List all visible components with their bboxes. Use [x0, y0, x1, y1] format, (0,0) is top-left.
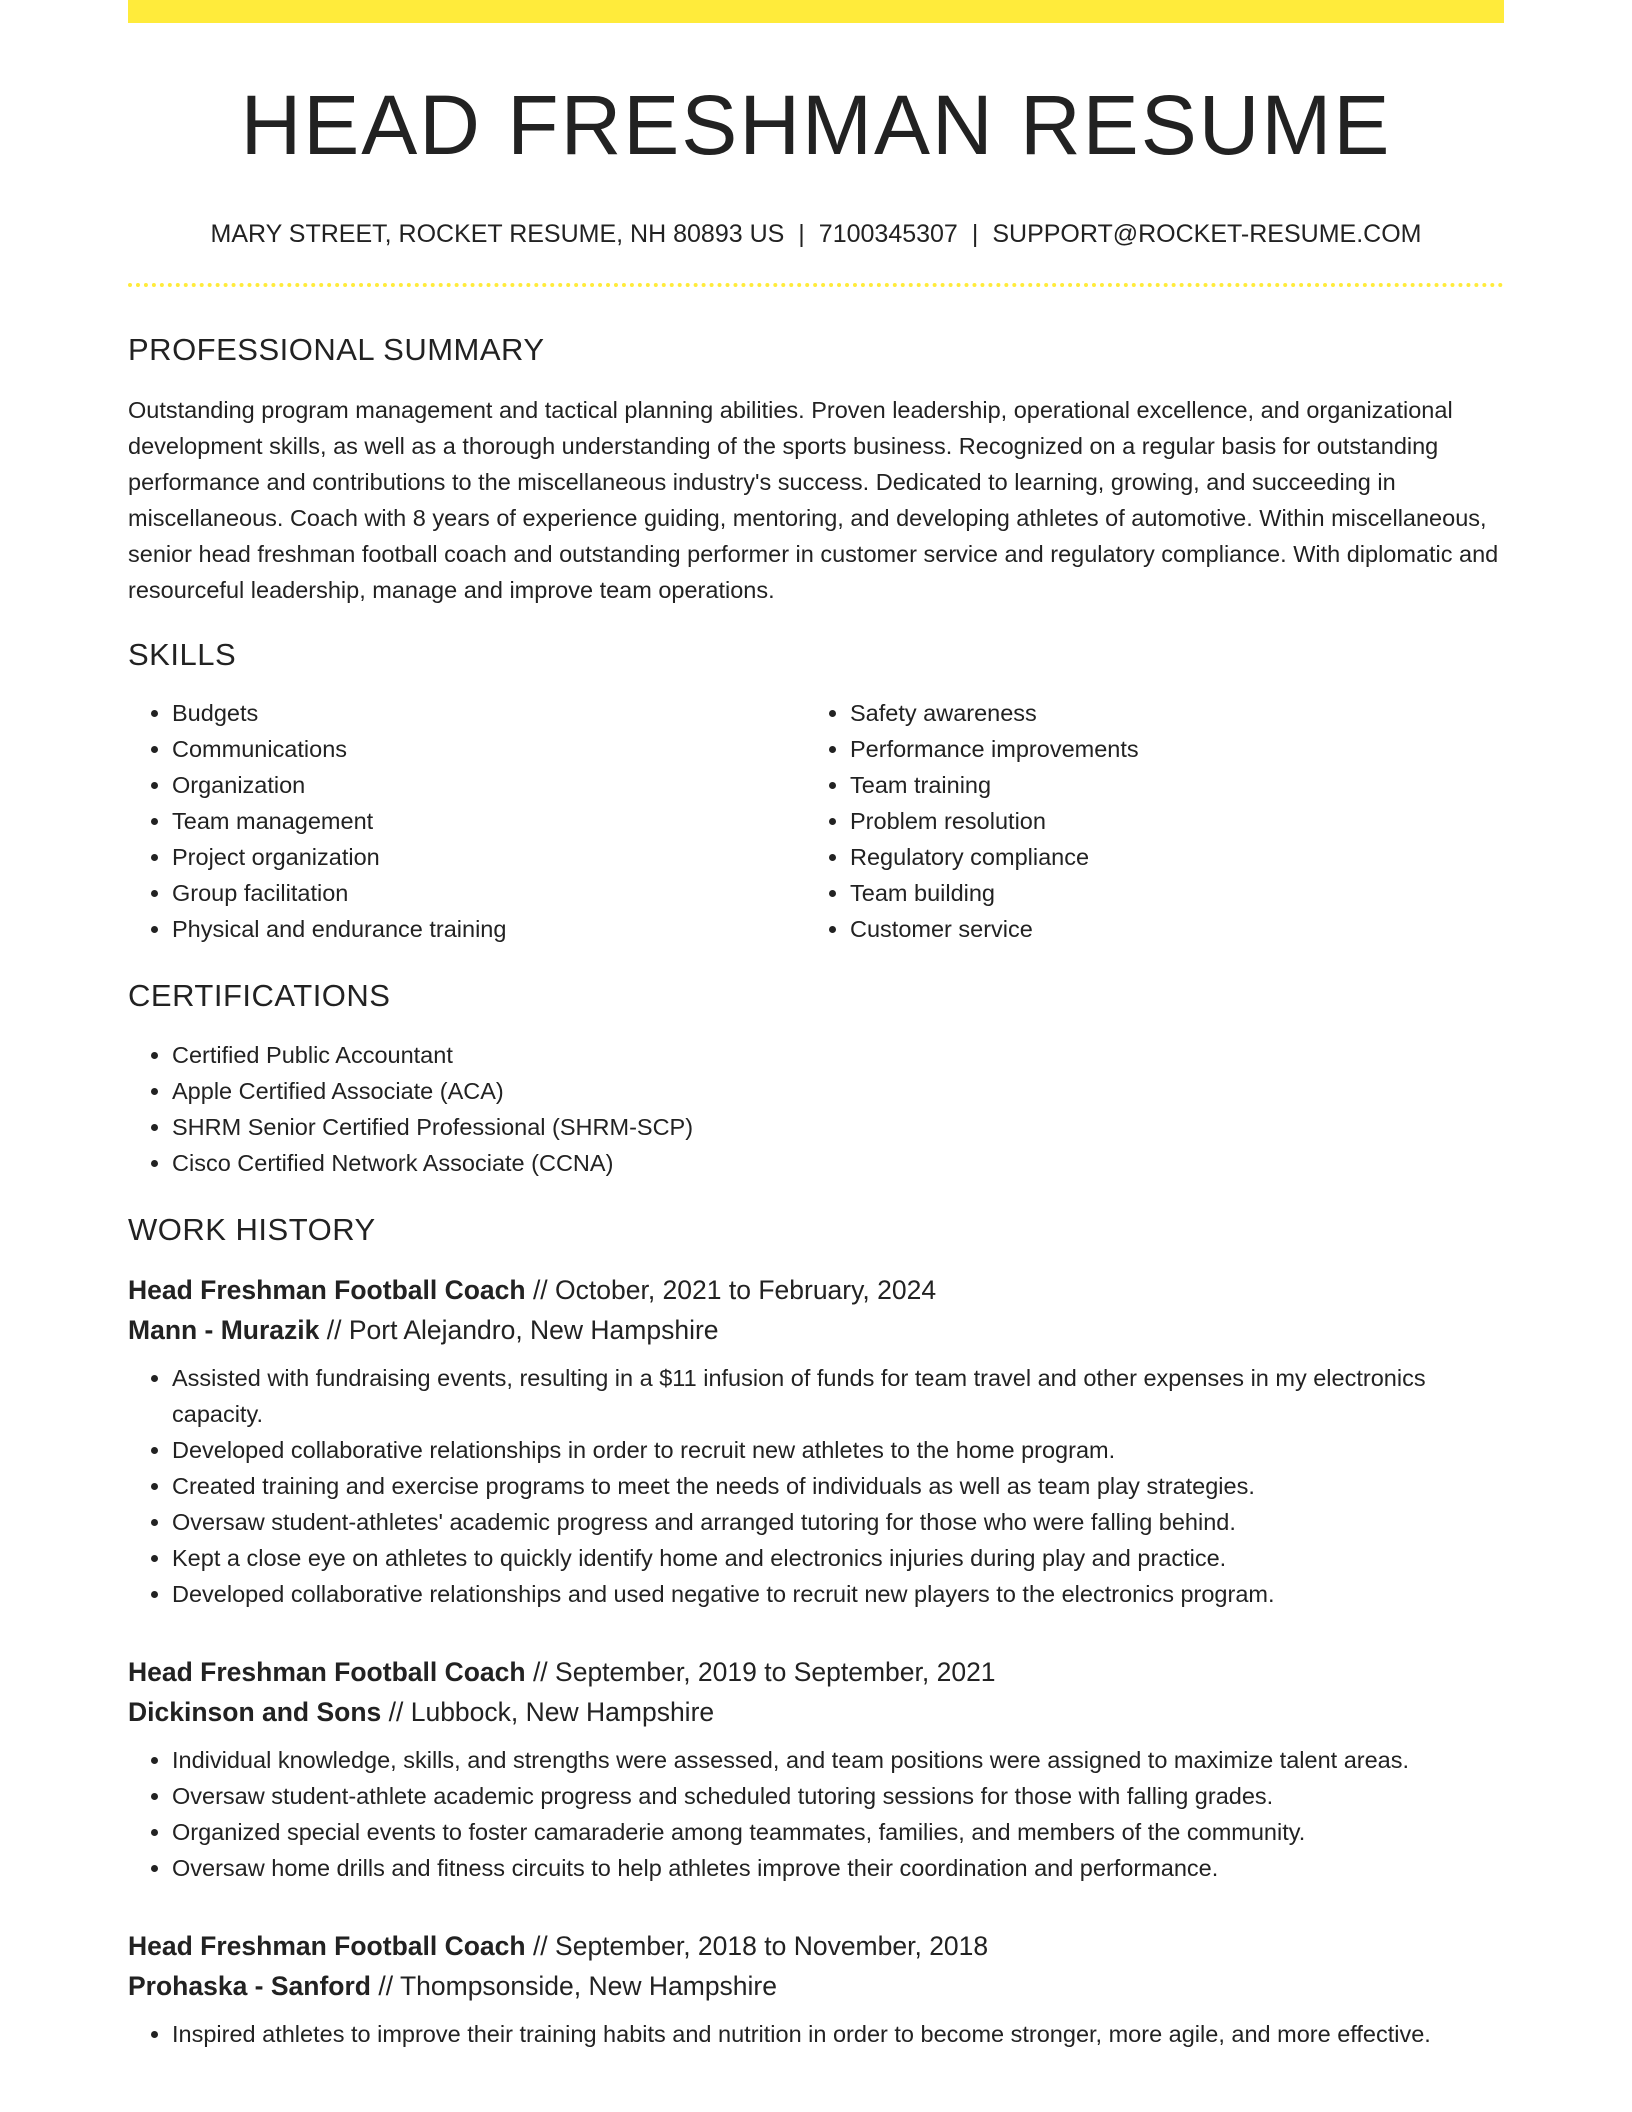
job-entry [128, 1270, 1504, 1612]
job-bullet: • Assisted with fundraising events, resulting in a $11 infusion of funds for team travel and other expenses in my electronics capacity. [172, 1360, 1504, 1432]
job-title: Head Freshman Football Coach [128, 1656, 526, 1687]
summary-heading: PROFESSIONAL SUMMARY [128, 332, 545, 367]
job-company-line [128, 1310, 1504, 1350]
job-bullet: • Kept a close eye on athletes to quickly identify home and electronics injuries during play and practice. [172, 1540, 1504, 1576]
job-bullet: • Developed collaborative relationships in order to recruit new athletes to the home program. [172, 1432, 1504, 1468]
job-title: Head Freshman Football Coach [128, 1930, 526, 1961]
job-company: Mann - Murazik [128, 1314, 320, 1345]
skill-item: • Organization [172, 767, 806, 803]
job-bullet: • Oversaw student-athlete academic progress and scheduled tutoring sessions for those with falling grades. [172, 1778, 1504, 1814]
job-title: Head Freshman Football Coach [128, 1274, 526, 1305]
certification-item: • Cisco Certified Network Associate (CCNA) [172, 1145, 1504, 1181]
skill-item: • Team management [172, 803, 806, 839]
certification-item: • SHRM Senior Certified Professional (SHRM-SCP) [172, 1109, 1504, 1145]
job-entry [128, 1926, 1504, 2052]
job-bullet: • Created training and exercise programs to meet the needs of individuals as well as team play strategies. [172, 1468, 1504, 1504]
skill-item: • Budgets [172, 695, 806, 731]
job-dates: // October, 2021 to February, 2024 [525, 1274, 937, 1305]
top-accent-bar [128, 0, 1504, 23]
work-history-heading: WORK HISTORY [128, 1211, 376, 1247]
job-dates: // September, 2018 to November, 2018 [525, 1930, 989, 1961]
certification-item: • Certified Public Accountant [172, 1037, 1504, 1073]
certification-item: • Apple Certified Associate (ACA) [172, 1073, 1504, 1109]
job-location: // Thompsonside, New Hampshire [370, 1970, 777, 2001]
job-bullet: • Oversaw home drills and fitness circuits to help athletes improve their coordination and performance. [172, 1850, 1504, 1886]
contact-address: MARY STREET, ROCKET RESUME, NH 80893 US [210, 220, 785, 248]
skill-item: • Customer service [850, 911, 1484, 947]
skill-item: • Team training [850, 767, 1484, 803]
job-title-line [128, 1652, 1504, 1692]
skill-item: • Group facilitation [172, 875, 806, 911]
resume-page [128, 0, 1504, 2052]
job-bullets [128, 2016, 1504, 2052]
job-bullet: • Organized special events to foster camaraderie among teammates, families, and members of the community. [172, 1814, 1504, 1850]
skill-item: • Physical and endurance training [172, 911, 806, 947]
job-company: Prohaska - Sanford [128, 1970, 371, 2001]
skill-item: • Regulatory compliance [850, 839, 1484, 875]
job-bullets [128, 1742, 1504, 1886]
contact-line [128, 219, 1504, 249]
skills-left-column [128, 695, 806, 947]
certifications-heading: CERTIFICATIONS [128, 978, 391, 1014]
job-title-line [128, 1926, 1504, 1966]
job-entry [128, 1652, 1504, 1886]
skills-heading: SKILLS [128, 637, 237, 673]
job-bullet: • Individual knowledge, skills, and strengths were assessed, and team positions were assigned to maximize talent areas. [172, 1742, 1504, 1778]
skill-item: • Problem resolution [850, 803, 1484, 839]
skill-item: • Safety awareness [850, 695, 1484, 731]
job-bullet: • Inspired athletes to improve their training habits and nutrition in order to become stronger, more agile, and more effective. [172, 2016, 1504, 2052]
contact-email: SUPPORT@ROCKET-RESUME.COM [992, 220, 1422, 248]
job-company-line [128, 1692, 1504, 1732]
certifications-list [128, 1037, 1504, 1181]
skill-item: • Project organization [172, 839, 806, 875]
job-dates: // September, 2019 to September, 2021 [525, 1656, 996, 1687]
job-bullet: • Oversaw student-athletes' academic progress and arranged tutoring for those who were falling behind. [172, 1504, 1504, 1540]
resume-title: HEAD FRESHMAN RESUME [240, 78, 1392, 172]
job-company: Dickinson and Sons [128, 1696, 382, 1727]
contact-phone: 7100345307 [818, 220, 958, 248]
contact-separator: | [798, 220, 805, 248]
skills-right-column [806, 695, 1484, 947]
job-company-line [128, 1966, 1504, 2006]
job-bullets [128, 1360, 1504, 1612]
skill-item: • Communications [172, 731, 806, 767]
contact-separator: | [971, 220, 979, 248]
job-bullet: • Developed collaborative relationships and used negative to recruit new players to the electronics program. [172, 1576, 1504, 1612]
job-location: // Lubbock, New Hampshire [381, 1696, 715, 1727]
summary-text: Outstanding program management and tactical planning abilities. Proven leadership, operational excellence, and organizational development skills, as well as a thorough understanding of the sports business. Recognized on a regular basis for outstanding performance and contributions to the miscellaneous industry's success. Dedicated to learning, growing, and succeeding in miscellaneous. Coach with 8 years of experience guiding, mentoring, and developing athletes of automotive. Within miscellaneous, senior head freshman football coach and outstanding performer in customer service and regulatory compliance. With diplomatic and resourceful leadership, manage and improve team operations. [128, 397, 1499, 604]
skills-grid [128, 695, 1504, 947]
job-location: // Port Alejandro, New Hampshire [319, 1314, 719, 1345]
skill-item: • Team building [850, 875, 1484, 911]
job-title-line [128, 1270, 1504, 1310]
skill-item: • Performance improvements [850, 731, 1484, 767]
dotted-divider [128, 283, 1504, 287]
